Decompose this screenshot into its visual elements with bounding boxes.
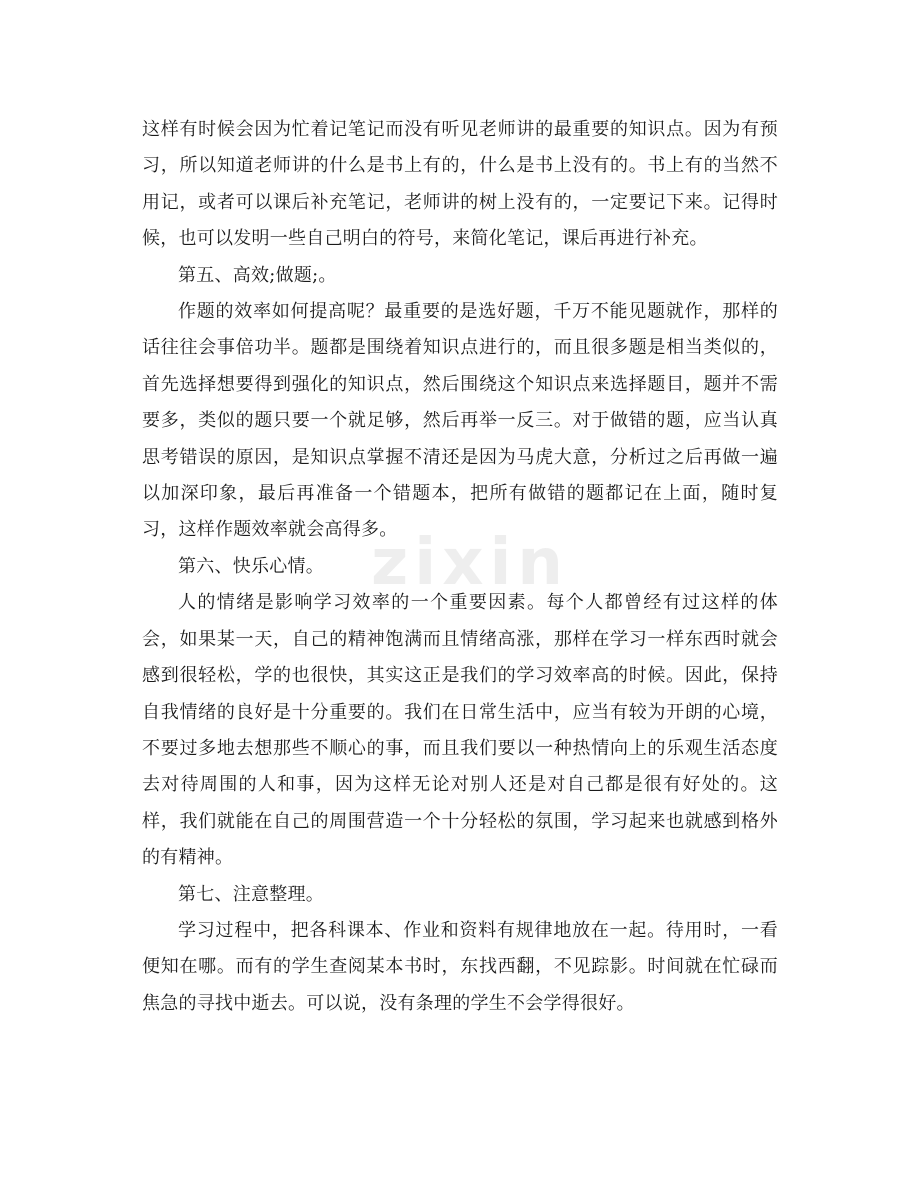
paragraph-continued: 这样有时候会因为忙着记笔记而没有听见老师讲的最重要的知识点。因为有预习，所以知道老师讲的什么是书上有的，什么是书上没有的。书上有的当然不用记，或者可以课后补充笔记，老师讲的树上没有的，一定要记下来。记得时候，也可以发明一些自己明白的符号，来简化笔记，课后再进行补充。 (142, 119, 778, 250)
section-heading-6: 第六、快乐心情。 (178, 555, 324, 577)
watermark-logo: zixin (371, 526, 569, 600)
section-heading-7: 第七、注意整理。 (178, 883, 324, 905)
document-body (142, 112, 778, 1022)
paragraph-mood: 人的情绪是影响学习效率的一个重要因素。每个人都曾经有过这样的体会，如果某一天，自己的精神饱满而且情绪高涨，那样在学习一样东西时就会感到很轻松，学的也很快，其实这正是我们的学习效率高的时候。因此，保持自我情绪的良好是十分重要的。我们在日常生活中，应当有较为开朗的心境，不要过多地去想那些不顺心的事，而且我们要以一种热情向上的乐观生活态度去对待周围的人和事，因为这样无论对别人还是对自己都是很有好处的。这样，我们就能在自己的周围营造一个十分轻松的氛围，学习起来也就感到格外的有精神。 (142, 592, 778, 869)
paragraph-efficiency: 作题的效率如何提高呢？最重要的是选好题，千万不能见题就作，那样的话往往会事倍功半。题都是围绕着知识点进行的，而且很多题是相当类似的，首先选择想要得到强化的知识点，然后围绕这个知识点来选择题目，题并不需要多，类似的题只要一个就足够，然后再举一反三。对于做错的题，应当认真思考错误的原因，是知识点掌握不清还是因为马虎大意，分析过之后再做一遍以加深印象，最后再准备一个错题本，把所有做错的题都记在上面，随时复习，这样作题效率就会高得多。 (142, 301, 778, 541)
paragraph-organize: 学习过程中，把各科课本、作业和资料有规律地放在一起。待用时，一看便知在哪。而有的学生查阅某本书时，东找西翻，不见踪影。时间就在忙碌而焦急的寻找中逝去。可以说，没有条理的学生不会学得很好。 (142, 919, 778, 1014)
section-heading-5: 第五、高效;做题;。 (178, 264, 337, 286)
